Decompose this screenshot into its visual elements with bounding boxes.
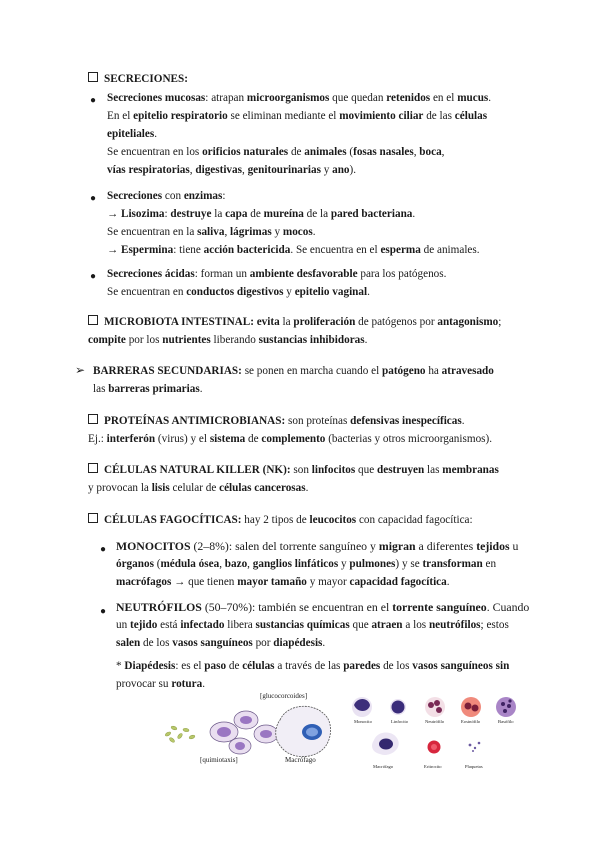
arrowhead-bullet-icon: ➢ xyxy=(75,363,86,377)
platelets-icon xyxy=(469,742,481,752)
checkbox-icon xyxy=(88,414,98,424)
bacteria-icon xyxy=(165,725,196,743)
mucosas-line-2: En el epitelio respiratorio se eliminan mediante el movimiento ciliar de las células xyxy=(107,110,488,122)
nk-line-2: y provocan la lisis celular de células cancerosas. xyxy=(88,482,309,494)
erythrocyte-cell-icon xyxy=(428,741,441,754)
nk-line-1: CÉLULAS NATURAL KILLER (NK): son linfocitos que destruyen las membranas xyxy=(88,462,499,480)
bullet-icon: ● xyxy=(100,544,107,555)
bullet-icon: ● xyxy=(90,95,97,106)
barreras-line-1: BARRERAS SECUNDARIAS: se ponen en marcha cuando el patógeno ha atravesado xyxy=(93,365,494,377)
basophil-cell-icon xyxy=(496,697,516,717)
microbiota-line-2: compite por los nutrientes liberando sustancias inhibidoras. xyxy=(88,334,368,346)
checkbox-icon xyxy=(88,513,98,523)
neutrofilos-line-3: salen de los vasos sanguíneos por diapédesis. xyxy=(116,637,326,649)
proteinas-line-2: Ej.: interferón (virus) y el sistema de complemento (bacterias y otros microorganismos). xyxy=(88,433,493,445)
microbiota-line-1: MICROBIOTA INTESTINAL: evita la proliferación de patógenos por antagonismo; xyxy=(88,314,501,332)
neutrophil-cell-icon xyxy=(425,697,445,717)
checkbox-icon xyxy=(88,315,98,325)
figure-label-top: [glucocorcoides] xyxy=(260,692,308,700)
barreras-line-2: las barreras primarias. xyxy=(93,383,203,395)
proteinas-line-1: PROTEÍNAS ANTIMICROBIANAS: son proteínas defensivas inespecíficas. xyxy=(88,413,465,431)
bullet-icon: ● xyxy=(90,193,97,204)
macrophage-icon xyxy=(276,706,331,756)
cell-label-eritrocito: Eritrocito xyxy=(424,764,442,769)
migrating-cells-icon xyxy=(210,711,278,754)
secreciones-heading: SECRECIONES: xyxy=(88,71,188,89)
eosinophil-cell-icon xyxy=(461,697,481,717)
monocitos-line-1: MONOCITOS (2–8%): salen del torrente sanguíneo y migran a diferentes tejidos u xyxy=(116,539,519,553)
monocitos-line-2: órganos (médula ósea, bazo, ganglios linfáticos y pulmones) y se transforman en xyxy=(116,558,497,570)
checkbox-icon xyxy=(88,72,98,82)
neutrofilos-line-1: NEUTRÓFILOS (50–70%): también se encuentran en el torrente sanguíneo. Cuando xyxy=(116,600,530,614)
bullet-icon: ● xyxy=(90,271,97,282)
blood-cells-illustration xyxy=(348,692,528,762)
diapedesis-line-1: * Diapédesis: es el paso de células a través de las paredes de los vasos sanguíneos sin xyxy=(116,660,510,672)
cell-label-eosinofilo: Eosinófilo xyxy=(461,719,481,724)
cell-label-neutrofilo: Neutrófilo xyxy=(425,719,445,724)
cell-label-linfocito: Linfocito xyxy=(391,719,409,724)
mucosas-line-1: Secreciones mucosas: atrapan microorganismos que quedan retenidos en el mucus. xyxy=(107,92,492,104)
mucosas-line-3: epiteliales. xyxy=(107,128,158,140)
enzimas-line-3: Se encuentran en la saliva, lágrimas y mocos. xyxy=(107,226,316,238)
neutrofilos-line-2: un tejido está infectado libera sustancias químicas que atraen a los neutrófilos; estos xyxy=(116,619,509,631)
diapedesis-line-2: provocar su rotura. xyxy=(116,678,205,690)
figure-label-right: Macrófago xyxy=(285,756,316,764)
macrophage-cell-icon xyxy=(372,733,399,756)
fagociticas-heading: CÉLULAS FAGOCÍTICAS: hay 2 tipos de leucocitos con capacidad fagocítica: xyxy=(88,512,473,530)
bullet-icon: ● xyxy=(100,606,107,617)
cell-label-monocito: Monocito xyxy=(354,719,372,724)
acidas-line-1: Secreciones ácidas: forman un ambiente desfavorable para los patógenos. xyxy=(107,268,447,280)
enzimas-line-2: → Lisozima: destruye la capa de mureína de la pared bacteriana. xyxy=(107,208,416,220)
cell-label-basofilo: Basófilo xyxy=(498,719,514,724)
cell-label-macrofago: Macrófago xyxy=(373,764,394,769)
monocitos-line-3: macrófagos → que tienen mayor tamaño y mayor capacidad fagocítica. xyxy=(116,576,450,588)
cell-label-plaquetas: Plaquetas xyxy=(465,764,483,769)
lymphocyte-cell-icon xyxy=(390,699,406,715)
mucosas-line-4: Se encuentran en los orificios naturales de animales (fosas nasales, boca, xyxy=(107,146,445,158)
enzimas-line-4: → Espermina: tiene acción bactericida. Se encuentra en el esperma de animales. xyxy=(107,244,480,256)
monocyte-cell-icon xyxy=(352,697,372,717)
enzimas-line-1: Secreciones con enzimas: xyxy=(107,190,226,202)
checkbox-icon xyxy=(88,463,98,473)
acidas-line-2: Se encuentran en conductos digestivos y epitelio vaginal. xyxy=(107,286,370,298)
figure-label-left: [quimiotaxis] xyxy=(200,756,238,764)
mucosas-line-5: vías respiratorias, digestivas, genitourinarias y ano). xyxy=(107,164,357,176)
